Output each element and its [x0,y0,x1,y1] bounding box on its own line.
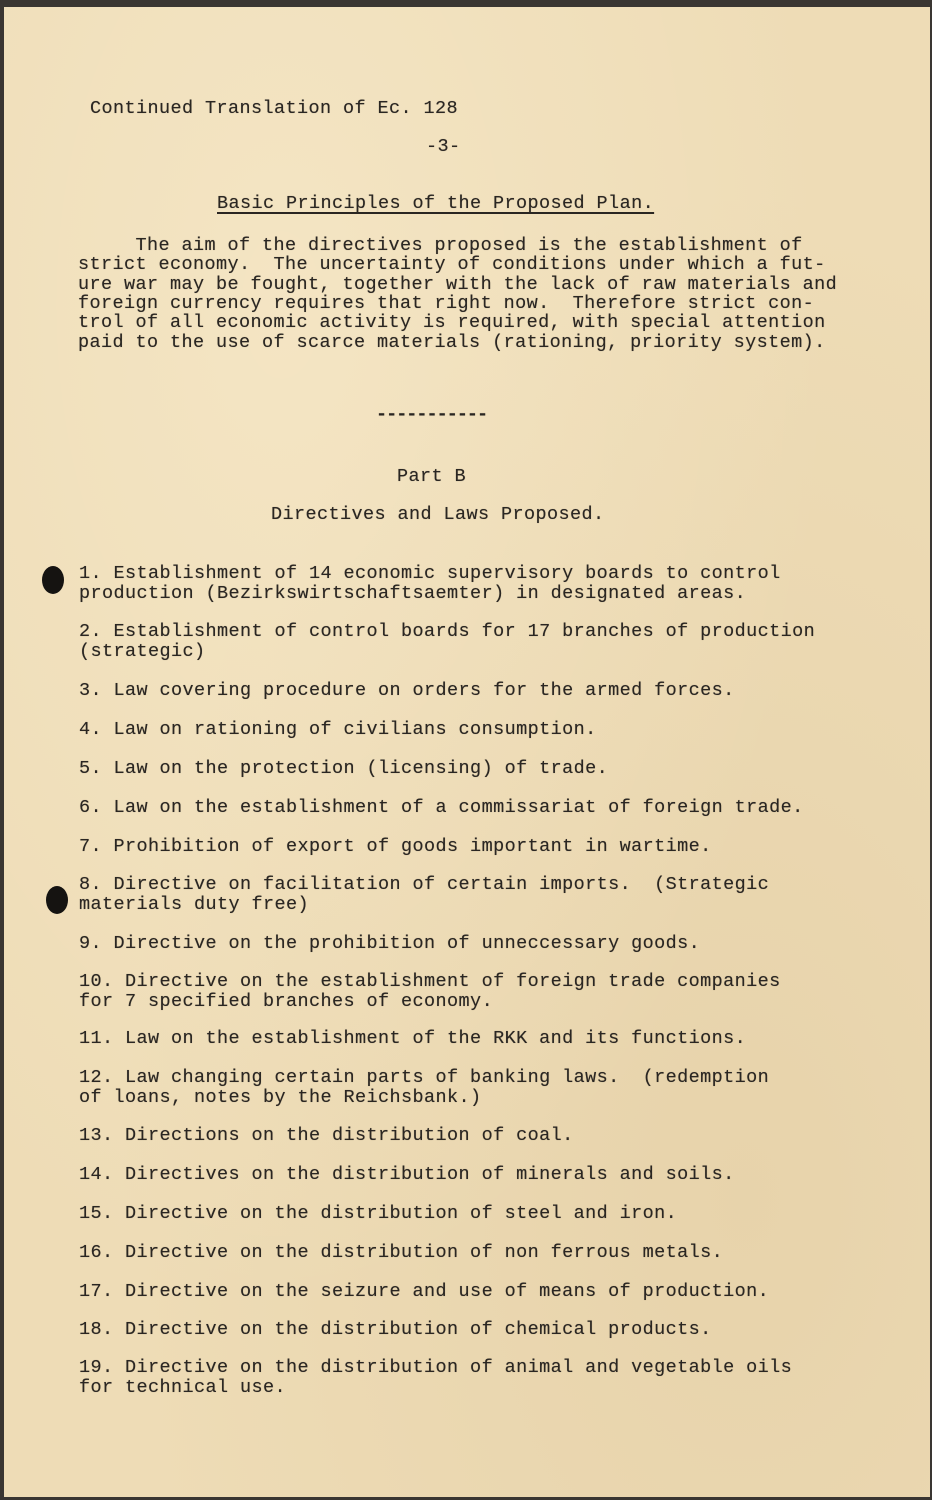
paragraph-line: foreign currency requires that right now. Therefore strict con- [78,292,815,314]
list-item-line: of loans, notes by the Reichsbank.) [79,1086,482,1108]
list-item-line: 2. Establishment of control boards for 17 branches of production [79,621,816,642]
paragraph-line: The aim of the directives proposed is the establishment of [78,235,803,256]
list-item-line: 6. Law on the establishment of a commissariat of foreign trade. [79,797,804,818]
paragraph-line: paid to the use of scarce materials (rationing, priority system). [78,331,826,353]
part-label: Part B [397,466,467,487]
paragraph-line: strict economy. The uncertainty of conditions under which a fut- [78,254,826,276]
part-subtitle: Directives and Laws Proposed. [271,504,605,525]
list-item-line: 13. Directions on the distribution of coal. [79,1125,574,1146]
page-number: -3- [426,136,461,157]
document-page [4,7,930,1497]
list-item-line: 10. Directive on the establishment of foreign trade companies [79,971,781,992]
list-item-line: 16. Directive on the distribution of non ferrous metals. [79,1242,724,1263]
list-item-line: 18. Directive on the distribution of chemical products. [79,1319,712,1340]
list-item-line: 8. Directive on facilitation of certain imports. (Strategic [79,874,770,895]
list-item-line: 15. Directive on the distribution of steel and iron. [79,1203,678,1224]
list-item-line: for 7 specified branches of economy. [79,990,494,1012]
list-item-line: 19. Directive on the distribution of animal and vegetable oils [79,1357,793,1378]
list-item-line: 3. Law covering procedure on orders for the armed forces. [79,680,735,701]
punch-hole [42,566,64,594]
list-item-line: 1. Establishment of 14 economic supervisory boards to control [79,563,781,584]
separator-line: ----------- [376,404,488,425]
list-item-line: 11. Law on the establishment of the RKK and its functions. [79,1028,747,1049]
list-item-line: 12. Law changing certain parts of banking laws. (redemption [79,1067,770,1088]
paragraph-line: trol of all economic activity is required, with special attention [78,312,826,334]
list-item-line: for technical use. [79,1376,287,1398]
list-item-line: 17. Directive on the seizure and use of means of production. [79,1281,770,1302]
list-item-line: materials duty free) [79,893,310,915]
list-item-line: 4. Law on rationing of civilians consumption. [79,719,597,740]
section-heading: Basic Principles of the Proposed Plan. [217,193,655,214]
list-item-line: 7. Prohibition of export of goods important in wartime. [79,836,712,857]
punch-hole [46,886,68,914]
paragraph-line: ure war may be fought, together with the lack of raw materials and [78,273,838,295]
list-item-line: 5. Law on the protection (licensing) of trade. [79,758,609,779]
document-header: Continued Translation of Ec. 128 [90,98,459,119]
list-item-line: production (Bezirkswirtschaftsaemter) in designated areas. [79,582,747,604]
list-item-line: 9. Directive on the prohibition of unneccessary goods. [79,933,701,954]
list-item-line: 14. Directives on the distribution of minerals and soils. [79,1164,735,1185]
list-item-line: (strategic) [79,640,206,662]
